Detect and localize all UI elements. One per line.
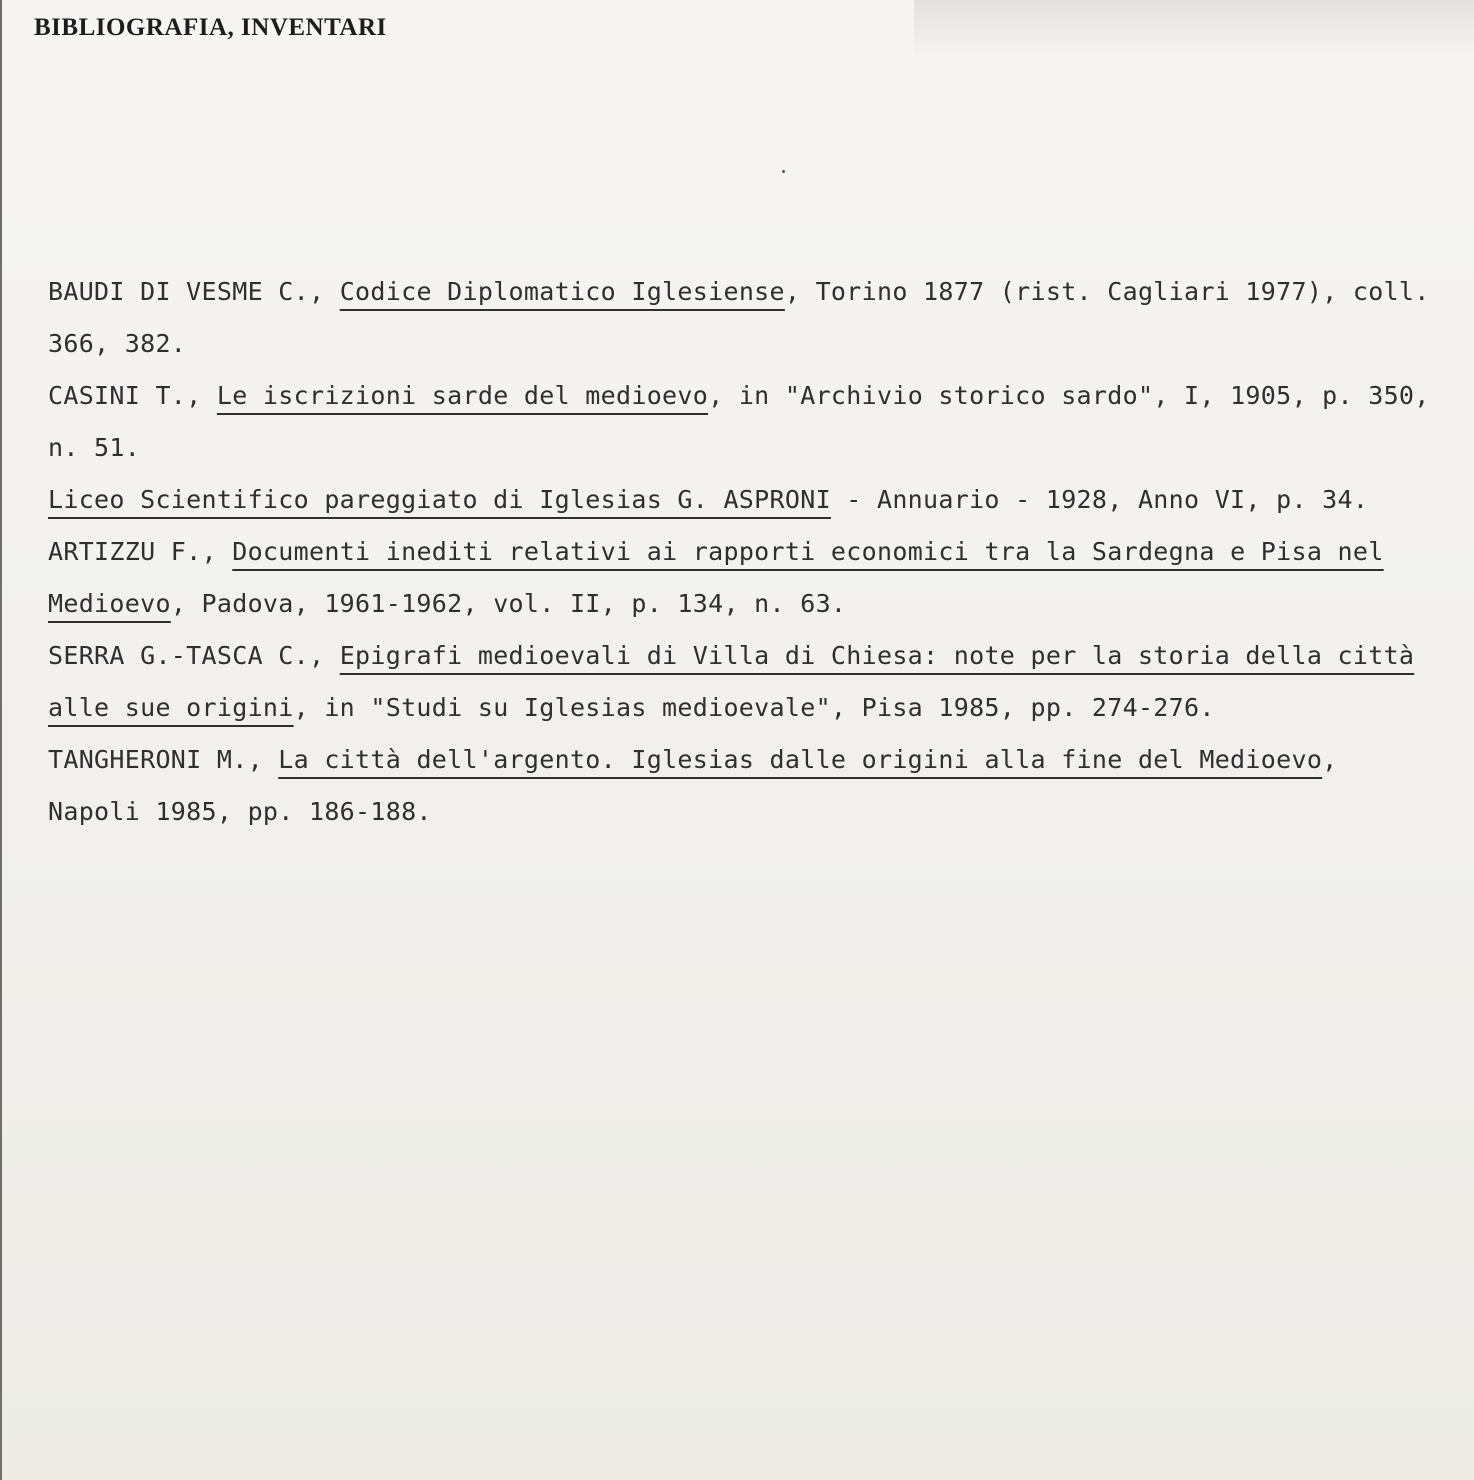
entry-author: TANGHERONI M.,: [48, 745, 263, 774]
scan-shading: [914, 0, 1474, 60]
entry-title: Epigrafi medioevali di Villa di Chiesa: note per la storia della città alle sue origini: [48, 641, 1415, 722]
entry-title: La città dell'argento. Iglesias dalle origini alla fine del Medioevo: [278, 745, 1323, 774]
bibliography-entry: [48, 526, 1438, 630]
entry-author: SERRA G.-TASCA C.,: [48, 641, 325, 670]
bibliography-entry: [48, 474, 1438, 526]
ink-speck: [782, 170, 785, 173]
entry-title: Documenti inediti relativi ai rapporti economici tra la Sardegna e Pisa nel Medioevo: [48, 537, 1384, 618]
bibliography-entry: [48, 630, 1438, 734]
entry-title: Le iscrizioni sarde del medioevo: [216, 381, 709, 410]
entry-author: BAUDI DI VESME C.,: [48, 277, 325, 306]
entry-details: , in "Studi su Iglesias medioevale", Pisa 1985, pp. 274-276.: [293, 693, 1215, 722]
entry-details: , Napoli 1985, pp. 186-188.: [48, 745, 1338, 826]
entry-author: CASINI T.,: [48, 381, 202, 410]
bibliography-entry: [48, 370, 1438, 474]
entry-title: Codice Diplomatico Iglesiense: [339, 277, 785, 306]
entry-details: - Annuario - 1928, Anno VI, p. 34.: [830, 485, 1369, 514]
bibliography-entry: [48, 734, 1438, 838]
card-heading: BIBLIOGRAFIA, INVENTARI: [34, 14, 387, 41]
entry-details: , Padova, 1961-1962, vol. II, p. 134, n. 63.: [170, 589, 847, 618]
entry-details: , in "Archivio storico sardo", I, 1905, p. 350, n. 51.: [48, 381, 1430, 462]
entry-details: , Torino 1877 (rist. Cagliari 1977), coll. 366, 382.: [48, 277, 1430, 358]
entry-title: Liceo Scientifico pareggiato di Iglesias G. ASPRONI: [48, 485, 831, 514]
entry-author: ARTIZZU F.,: [48, 537, 217, 566]
bibliography-entry: [48, 266, 1438, 370]
bibliography-list: [48, 266, 1438, 838]
